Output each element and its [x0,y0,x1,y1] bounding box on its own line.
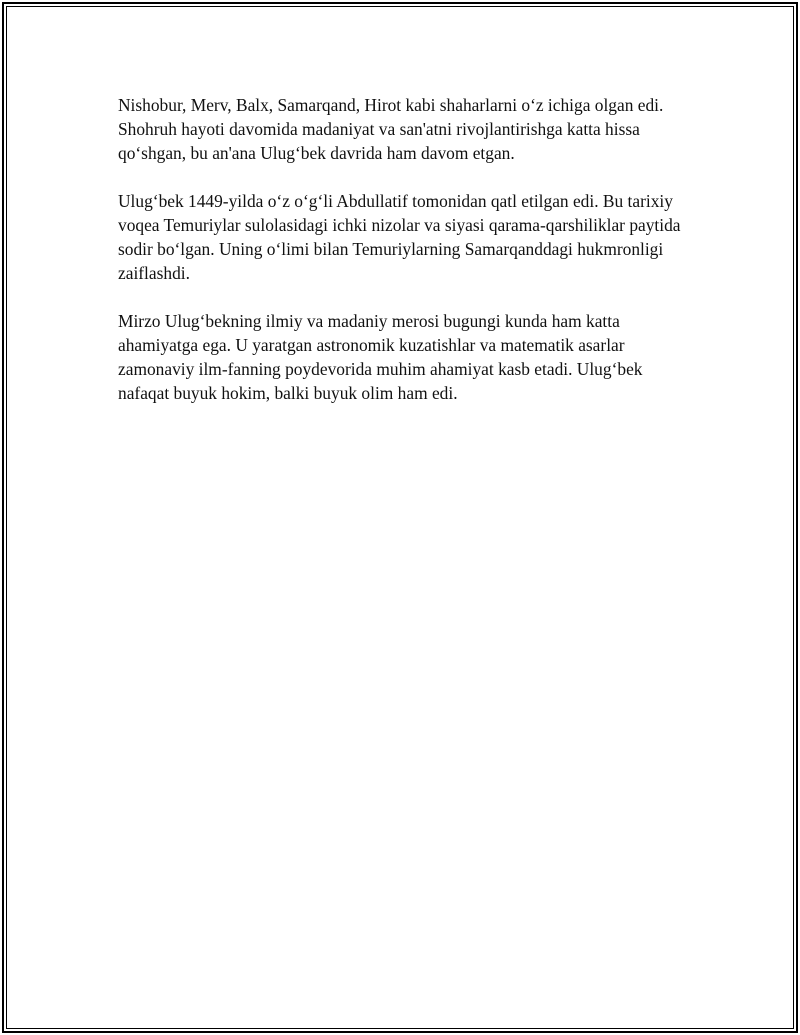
paragraph-3: Mirzo Ulug‘bekning ilmiy va madaniy merosi bugungi kunda ham katta ahamiyatga ega. U yaratgan astronomik kuzatishlar va matematik asarlar zamonaviy ilm-fanning poydevorida muhim ahamiyat kasb etadi. Ulug‘bek nafaqat buyuk hokim, balki buyuk olim ham edi. [118,311,643,403]
document-body [118,93,688,429]
paragraph-1: Nishobur, Merv, Balx, Samarqand, Hirot kabi shaharlarni o‘z ichiga olgan edi. Shohruh hayoti davomida madaniyat va san'atni rivojlantirishga katta hissa qo‘shgan, bu an'ana Ulug‘bek davrida ham davom etgan. [118,95,664,163]
paragraph-2: Ulug‘bek 1449-yilda o‘z o‘g‘li Abdullatif tomonidan qatl etilgan edi. Bu tarixiy voqea Temuriylar sulolasidagi ichki nizolar va siyasi qarama-qarshiliklar paytida sodir bo‘lgan. Uning o‘limi bilan Temuriylarning Samarqanddagi hukmronligi zaiflashdi. [118,191,681,283]
